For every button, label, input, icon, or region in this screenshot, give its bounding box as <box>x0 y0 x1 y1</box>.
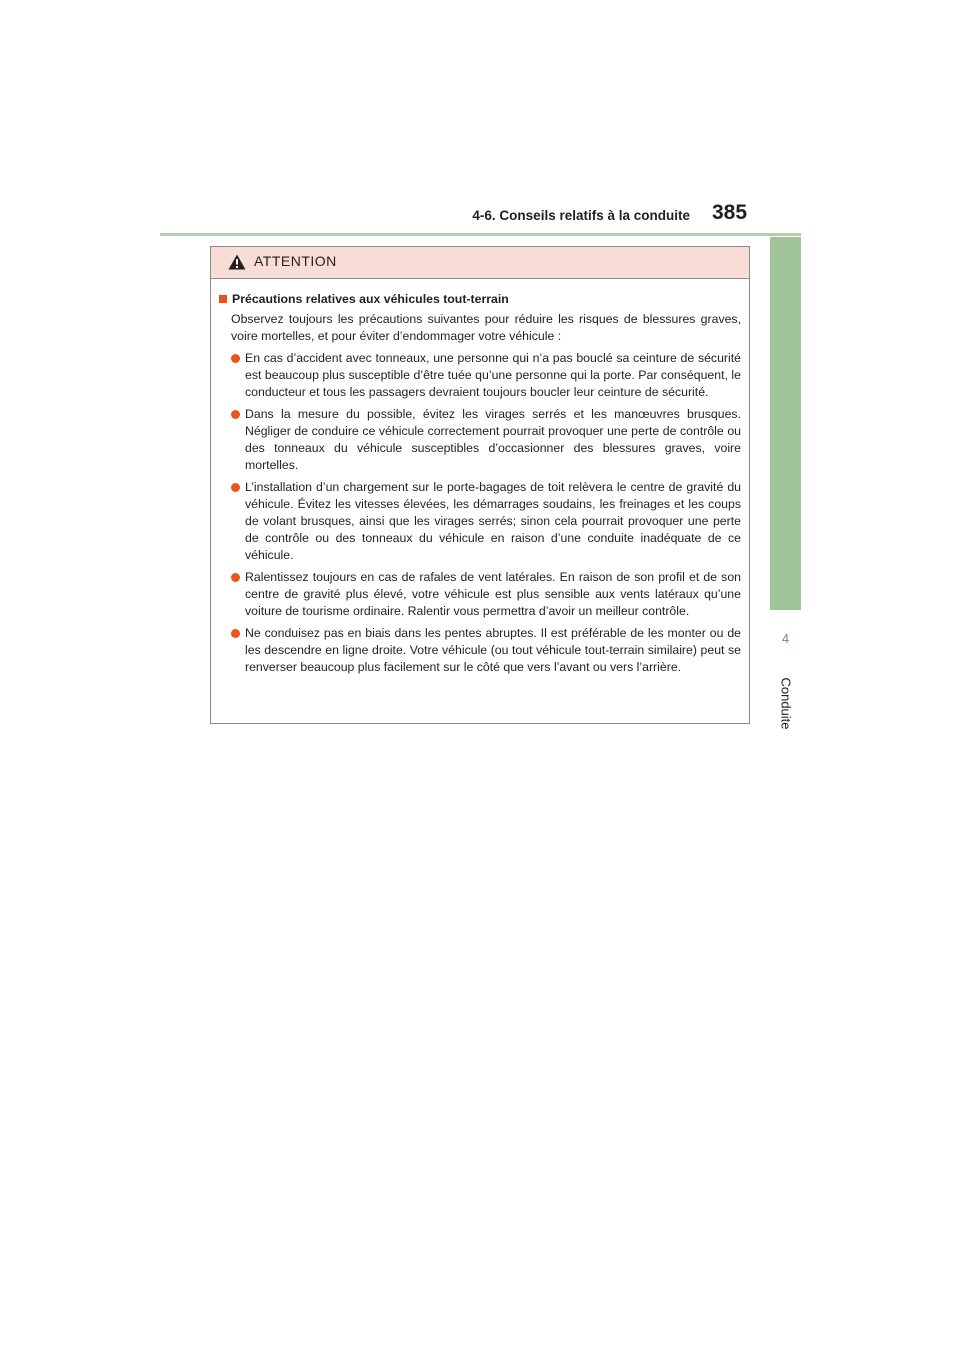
list-item <box>231 569 741 620</box>
chapter-label: Conduite <box>778 677 793 730</box>
list-item <box>231 625 741 676</box>
list-item <box>231 479 741 564</box>
warning-intro: Observez toujours les précautions suivantes pour réduire les risques de blessures graves, voire mortelles, et pour éviter d’endommager votre véhicule : <box>231 312 741 343</box>
warning-triangle-icon <box>228 254 246 270</box>
bullet-text: En cas d’accident avec tonneaux, une personne qui n’a pas bouclé sa ceinture de sécurité est beaucoup plus susceptible d’être tuée qu’une personne qui la porte. Par conséquent, le conducteur et tous les passagers devraient toujours boucler leur ceinture de sécurité. <box>245 351 741 399</box>
bullet-dot-icon <box>231 410 240 419</box>
bullet-dot-icon <box>231 354 240 363</box>
warning-title: ATTENTION <box>254 253 337 269</box>
header-divider <box>160 233 801 236</box>
warning-header <box>211 247 749 279</box>
bullet-text: L’installation d’un chargement sur le porte-bagages de toit relèvera le centre de gravité du véhicule. Évitez les vitesses élevées, les démarrages soudains, les freinages et les coups de volant brusques, ainsi que les virages serrés; sinon cela pourrait provoquer une perte de contrôle ou des tonneaux du véhicule en raison d’une conduite inadéquate de ce véhicule. <box>245 480 741 562</box>
bullet-text: Dans la mesure du possible, évitez les virages serrés et les manœuvres brusques. Négliger de conduire ce véhicule correctement pourrait provoquer une perte de contrôle ou des tonneaux du véhicule susceptibles d’occasionner des blessures graves, voire mortelles. <box>245 407 741 472</box>
bullet-dot-icon <box>231 573 240 582</box>
warning-bullet-list <box>217 350 741 676</box>
warning-box <box>210 246 750 724</box>
chapter-tab <box>770 237 801 610</box>
square-bullet-icon <box>219 295 227 303</box>
page-number: 385 <box>712 201 748 224</box>
chapter-label-container <box>770 668 801 748</box>
list-item <box>231 350 741 401</box>
warning-subheading <box>217 291 741 308</box>
chapter-number: 4 <box>781 631 790 646</box>
list-item <box>231 406 741 474</box>
warning-body <box>211 279 749 676</box>
section-title: 4-6. Conseils relatifs à la conduite <box>472 208 690 223</box>
subheading-text: Précautions relatives aux véhicules tout-terrain <box>232 292 509 306</box>
bullet-dot-icon <box>231 483 240 492</box>
bullet-text: Ralentissez toujours en cas de rafales de vent latérales. En raison de son profil et de son centre de gravité plus élevé, votre véhicule est plus sensible aux vents latéraux qu’une voiture de tourisme ordinaire. Ralentir vous permettra d’avoir un meilleur contrôle. <box>245 570 741 618</box>
bullet-dot-icon <box>231 629 240 638</box>
bullet-text: Ne conduisez pas en biais dans les pentes abruptes. Il est préférable de les monter ou de les descendre en ligne droite. Votre véhicule (ou tout véhicule tout-terrain similaire) peut se renverser beaucoup plus facilement sur le côté que vers l’avant ou vers l’arrière. <box>245 626 741 674</box>
